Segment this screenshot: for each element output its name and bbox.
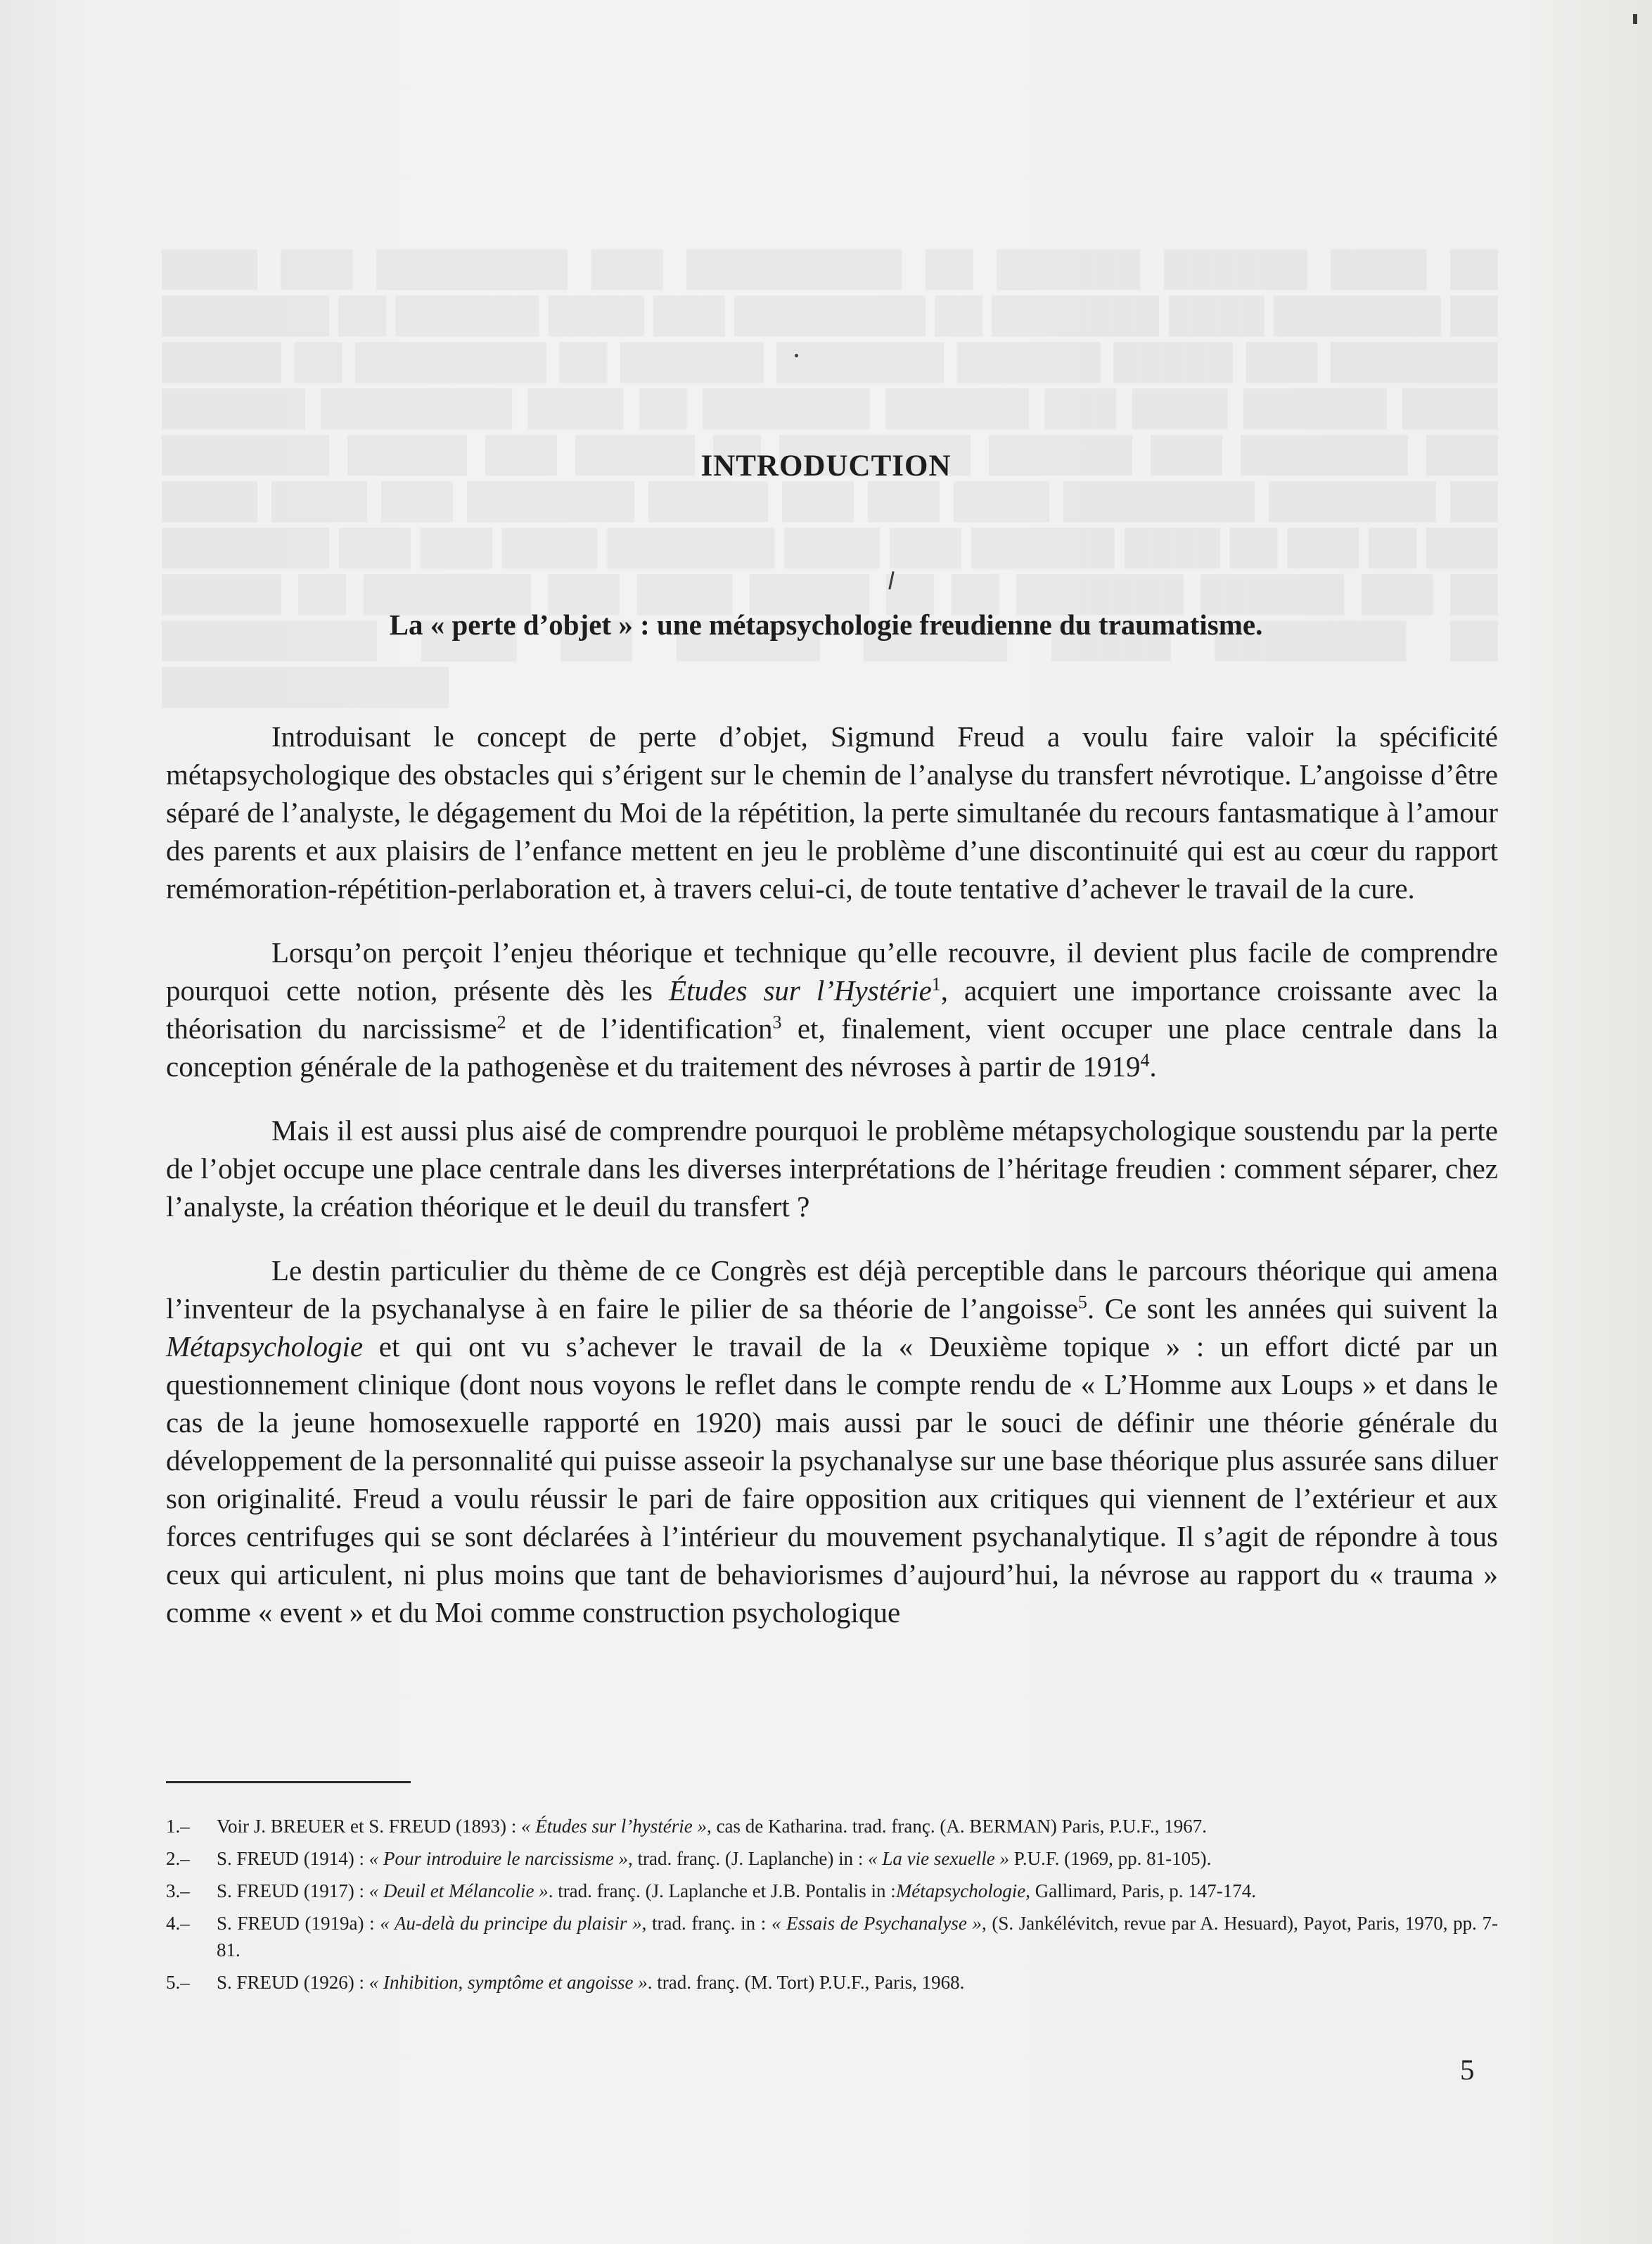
text-run: S. FREUD (1914) : — [217, 1848, 369, 1869]
text-run: . Ce sont les années qui suivent la — [1087, 1292, 1498, 1325]
footnote-reference: 1 — [931, 974, 941, 995]
italic-text: « Études sur l’hystérie » — [521, 1816, 707, 1837]
italic-text: « Deuil et Mélancolie » — [369, 1880, 549, 1901]
footnote — [166, 1910, 1498, 1963]
text-run: S. FREUD (1919a) : — [217, 1913, 380, 1934]
text-run: et, finalement, vient occuper une place centrale dans la conception générale de la pathogenèse et du traitement des névroses à partir de 1919 — [166, 1012, 1498, 1083]
text-run: , acquiert une importance croissante avec la théorisation du narcissisme — [166, 974, 1498, 1045]
footnote-number: 4.– — [166, 1913, 190, 1934]
page-number: 5 — [1460, 2053, 1475, 2086]
paragraph — [166, 1111, 1498, 1225]
paragraph — [166, 1251, 1498, 1631]
text-run: Lorsqu’on perçoit l’enjeu théorique et technique qu’elle recouvre, il devient plus facile de comprendre pourquoi cette notion, présente dès les — [166, 936, 1498, 1007]
body-text — [166, 718, 1498, 1657]
page-title: INTRODUCTION — [700, 450, 952, 483]
text-run: , trad. franç. in : — [641, 1913, 771, 1934]
italic-text: « Essais de Psychanalyse » — [771, 1913, 982, 1934]
text-run: Mais il est aussi plus aisé de comprendre pourquoi le problème métapsychologique soustendu par la perte de l’objet occupe une place centrale dans les diverses interprétations de l’héritage freudien : comment séparer, chez l’analyste, la création théorique et le deuil du transfert ? — [166, 1114, 1498, 1223]
text-run: , Gallimard, Paris, p. 147-174. — [1025, 1880, 1256, 1901]
text-run: Voir J. BREUER et S. FREUD (1893) : — [217, 1816, 522, 1837]
footnote-reference: 5 — [1077, 1292, 1087, 1313]
text-run: S. FREUD (1926) : — [217, 1972, 369, 1993]
italic-text: « Au-delà du principe du plaisir » — [380, 1913, 642, 1934]
footnote-number: 1.– — [166, 1816, 190, 1837]
text-run: et qui ont vu s’achever le travail de la « Deuxième topique » : un effort dicté par un questionnement clinique (dont nous voyons le reflet dans le compte rendu de « L’Homme aux Loups » et dans le cas de la jeune homosexuelle rapporté en 1920) mais aussi par le souci de définir une théorie générale du développement de la personnalité qui puisse asseoir la psychanalyse sur une base théorique plus assurée sans diluer son originalité. Freud a voulu réussir le pari de faire opposition aux critiques qui viennent de l’extérieur et aux forces centrifuges qui se sont déclarées à l’intérieur du mouvement psychanalytique. Il s’agit de répondre à tous ceux qui articulent, ni plus moins que tant de behaviorismes d’aujourd’hui, la névrose au rapport du « trauma » comme « event » et du Moi comme construction psychologique — [166, 1330, 1498, 1628]
italic-text: « La vie sexuelle » — [868, 1848, 1010, 1869]
paragraph — [166, 718, 1498, 907]
italic-text: « Inhibition, symptôme et angoisse » — [369, 1972, 648, 1993]
footnotes — [166, 1813, 1498, 2001]
italic-text: Études sur l’Hystérie — [668, 974, 932, 1007]
text-run: , (S. Jankélévitch, revue par A. Hesuard), Payot, Paris, 1970, pp. 7-81. — [217, 1913, 1499, 1961]
footnote-reference: 2 — [497, 1012, 506, 1033]
scan-speck — [795, 354, 798, 357]
text-run: . trad. franç. (J. Laplanche et J.B. Pontalis in : — [548, 1880, 896, 1901]
footnote-text — [217, 1845, 1498, 1872]
footnote — [166, 1878, 1498, 1904]
italic-text: Métapsychologie — [895, 1880, 1026, 1901]
text-run: , trad. franç. (J. Laplanche) in : — [628, 1848, 869, 1869]
footnote-text — [217, 1878, 1498, 1904]
footnote-text — [217, 1813, 1498, 1840]
footnote-separator — [166, 1781, 411, 1783]
scan-speck — [1633, 14, 1637, 24]
footnote-reference: 4 — [1140, 1050, 1150, 1071]
footnote — [166, 1845, 1498, 1872]
text-run: . — [1149, 1050, 1157, 1083]
footnote-number: 5.– — [166, 1972, 190, 1993]
text-run: P.U.F. (1969, pp. 81-105). — [1009, 1848, 1212, 1869]
paragraph — [166, 933, 1498, 1085]
text-run: Introduisant le concept de perte d’objet, Sigmund Freud a voulu faire valoir la spécificité métapsychologique des obstacles qui s’érigent sur le chemin de l’analyse du transfert névrotique. L’angoisse d’être séparé de l’analyste, le dégagement du Moi de la répétition, la perte simultanée du recours fantasmatique à l’amour des parents et aux plaisirs de l’enfance mettent en jeu le problème d’une discontinuité qui est au cœur du rapport remémoration-répétition-perlaboration et, à travers celui-ci, de toute tentative d’achever le travail de la cure. — [166, 720, 1498, 905]
section-subtitle: La « perte d’objet » : une métapsychologie freudienne du traumatisme. — [389, 608, 1263, 641]
footnote-reference: 3 — [772, 1012, 782, 1033]
text-run: , cas de Katharina. trad. franç. (A. BERMAN) Paris, P.U.F., 1967. — [707, 1816, 1207, 1837]
italic-text: « Pour introduire le narcissisme » — [369, 1848, 628, 1869]
footnote-number: 3.– — [166, 1880, 190, 1901]
text-run: et de l’identification — [506, 1012, 773, 1045]
footnote-text — [217, 1969, 1498, 1996]
text-run: Le destin particulier du thème de ce Congrès est déjà perceptible dans le parcours théorique qui amena l’inventeur de la psychanalyse à en faire le pilier de sa théorie de l’angoisse — [166, 1254, 1498, 1325]
footnote-number: 2.– — [166, 1848, 190, 1869]
text-run: . trad. franç. (M. Tort) P.U.F., Paris, 1968. — [647, 1972, 965, 1993]
footnote — [166, 1969, 1498, 1996]
italic-text: Métapsychologie — [166, 1330, 364, 1363]
text-run: S. FREUD (1917) : — [217, 1880, 369, 1901]
footnote — [166, 1813, 1498, 1840]
footnote-text — [217, 1910, 1498, 1963]
